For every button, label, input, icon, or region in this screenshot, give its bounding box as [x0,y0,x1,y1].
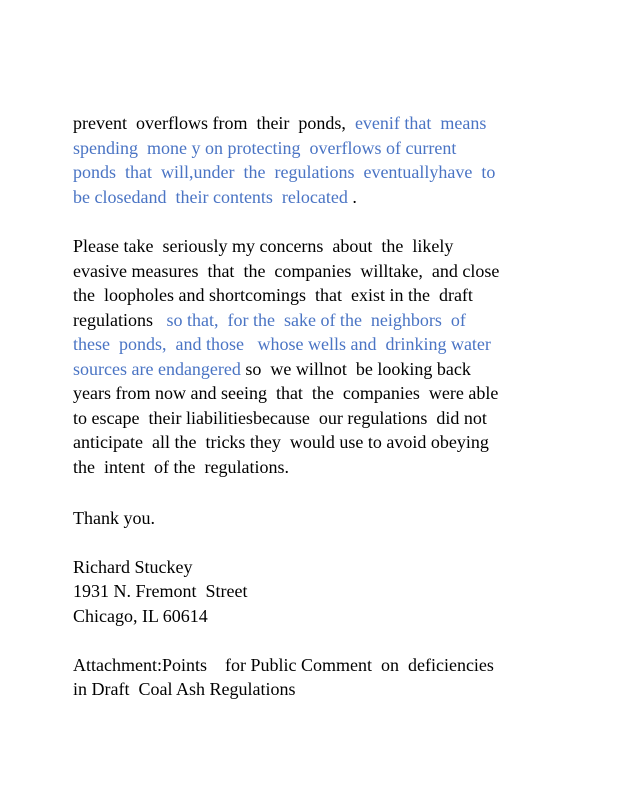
attachment-line2: in Draft Coal Ash Regulations [73,679,296,699]
paragraph2-line8: to escape their liabilitiesbecause our regulations did not [73,408,487,428]
paragraph1-line2 [73,137,456,159]
paragraph2-line7: years from now and seeing that the companies were able [73,383,499,403]
paragraph1-line1-plain: prevent overflows from their ponds, [73,113,355,133]
paragraph1-line1 [73,112,486,134]
signature-city: Chicago, IL 60614 [73,606,208,626]
paragraph1-line2-highlight: spending mone y on protecting overflows of current [73,138,457,158]
paragraph1-line3 [73,161,495,183]
paragraph2-line6 [73,358,471,380]
paragraph2-line10: the intent of the regulations. [73,457,289,477]
signature-name: Richard Stuckey [73,557,193,577]
paragraph2-line4 [73,309,466,331]
signature-street: 1931 N. Fremont Street [73,581,248,601]
paragraph2-line5 [73,333,491,355]
paragraph2-line9: anticipate all the tricks they would use to avoid obeying [73,432,489,452]
paragraph2-line6-highlight: sources are endangered [73,359,241,379]
paragraph1-line4-highlight: be closedand their contents relocated [73,187,348,207]
attachment-line1: Attachment:Points for Public Comment on deficiencies [73,655,494,675]
paragraph1-line3-highlight: ponds that will,under the regulations eventuallyhave to [73,162,496,182]
paragraph1-line1-highlight: evenif that means [354,113,487,133]
paragraph1-line4 [73,186,357,208]
paragraph1-line4-plain: . [347,187,357,207]
paragraph2-line2: evasive measures that the companies willtake, and close [73,261,500,281]
paragraph2-line1: Please take seriously my concerns about the likely [73,236,454,256]
paragraph2-line3: the loopholes and shortcomings that exist in the draft [73,285,473,305]
paragraph2-line5-highlight: these ponds, and those whose wells and drinking water [73,334,491,354]
paragraph2-line6-plain: so we willnot be looking back [240,359,471,379]
closing-thanks: Thank you. [73,508,155,528]
paragraph2-line4-highlight: so that, for the sake of the neighbors of [161,310,466,330]
paragraph2-line4-plain: regulations [73,310,162,330]
